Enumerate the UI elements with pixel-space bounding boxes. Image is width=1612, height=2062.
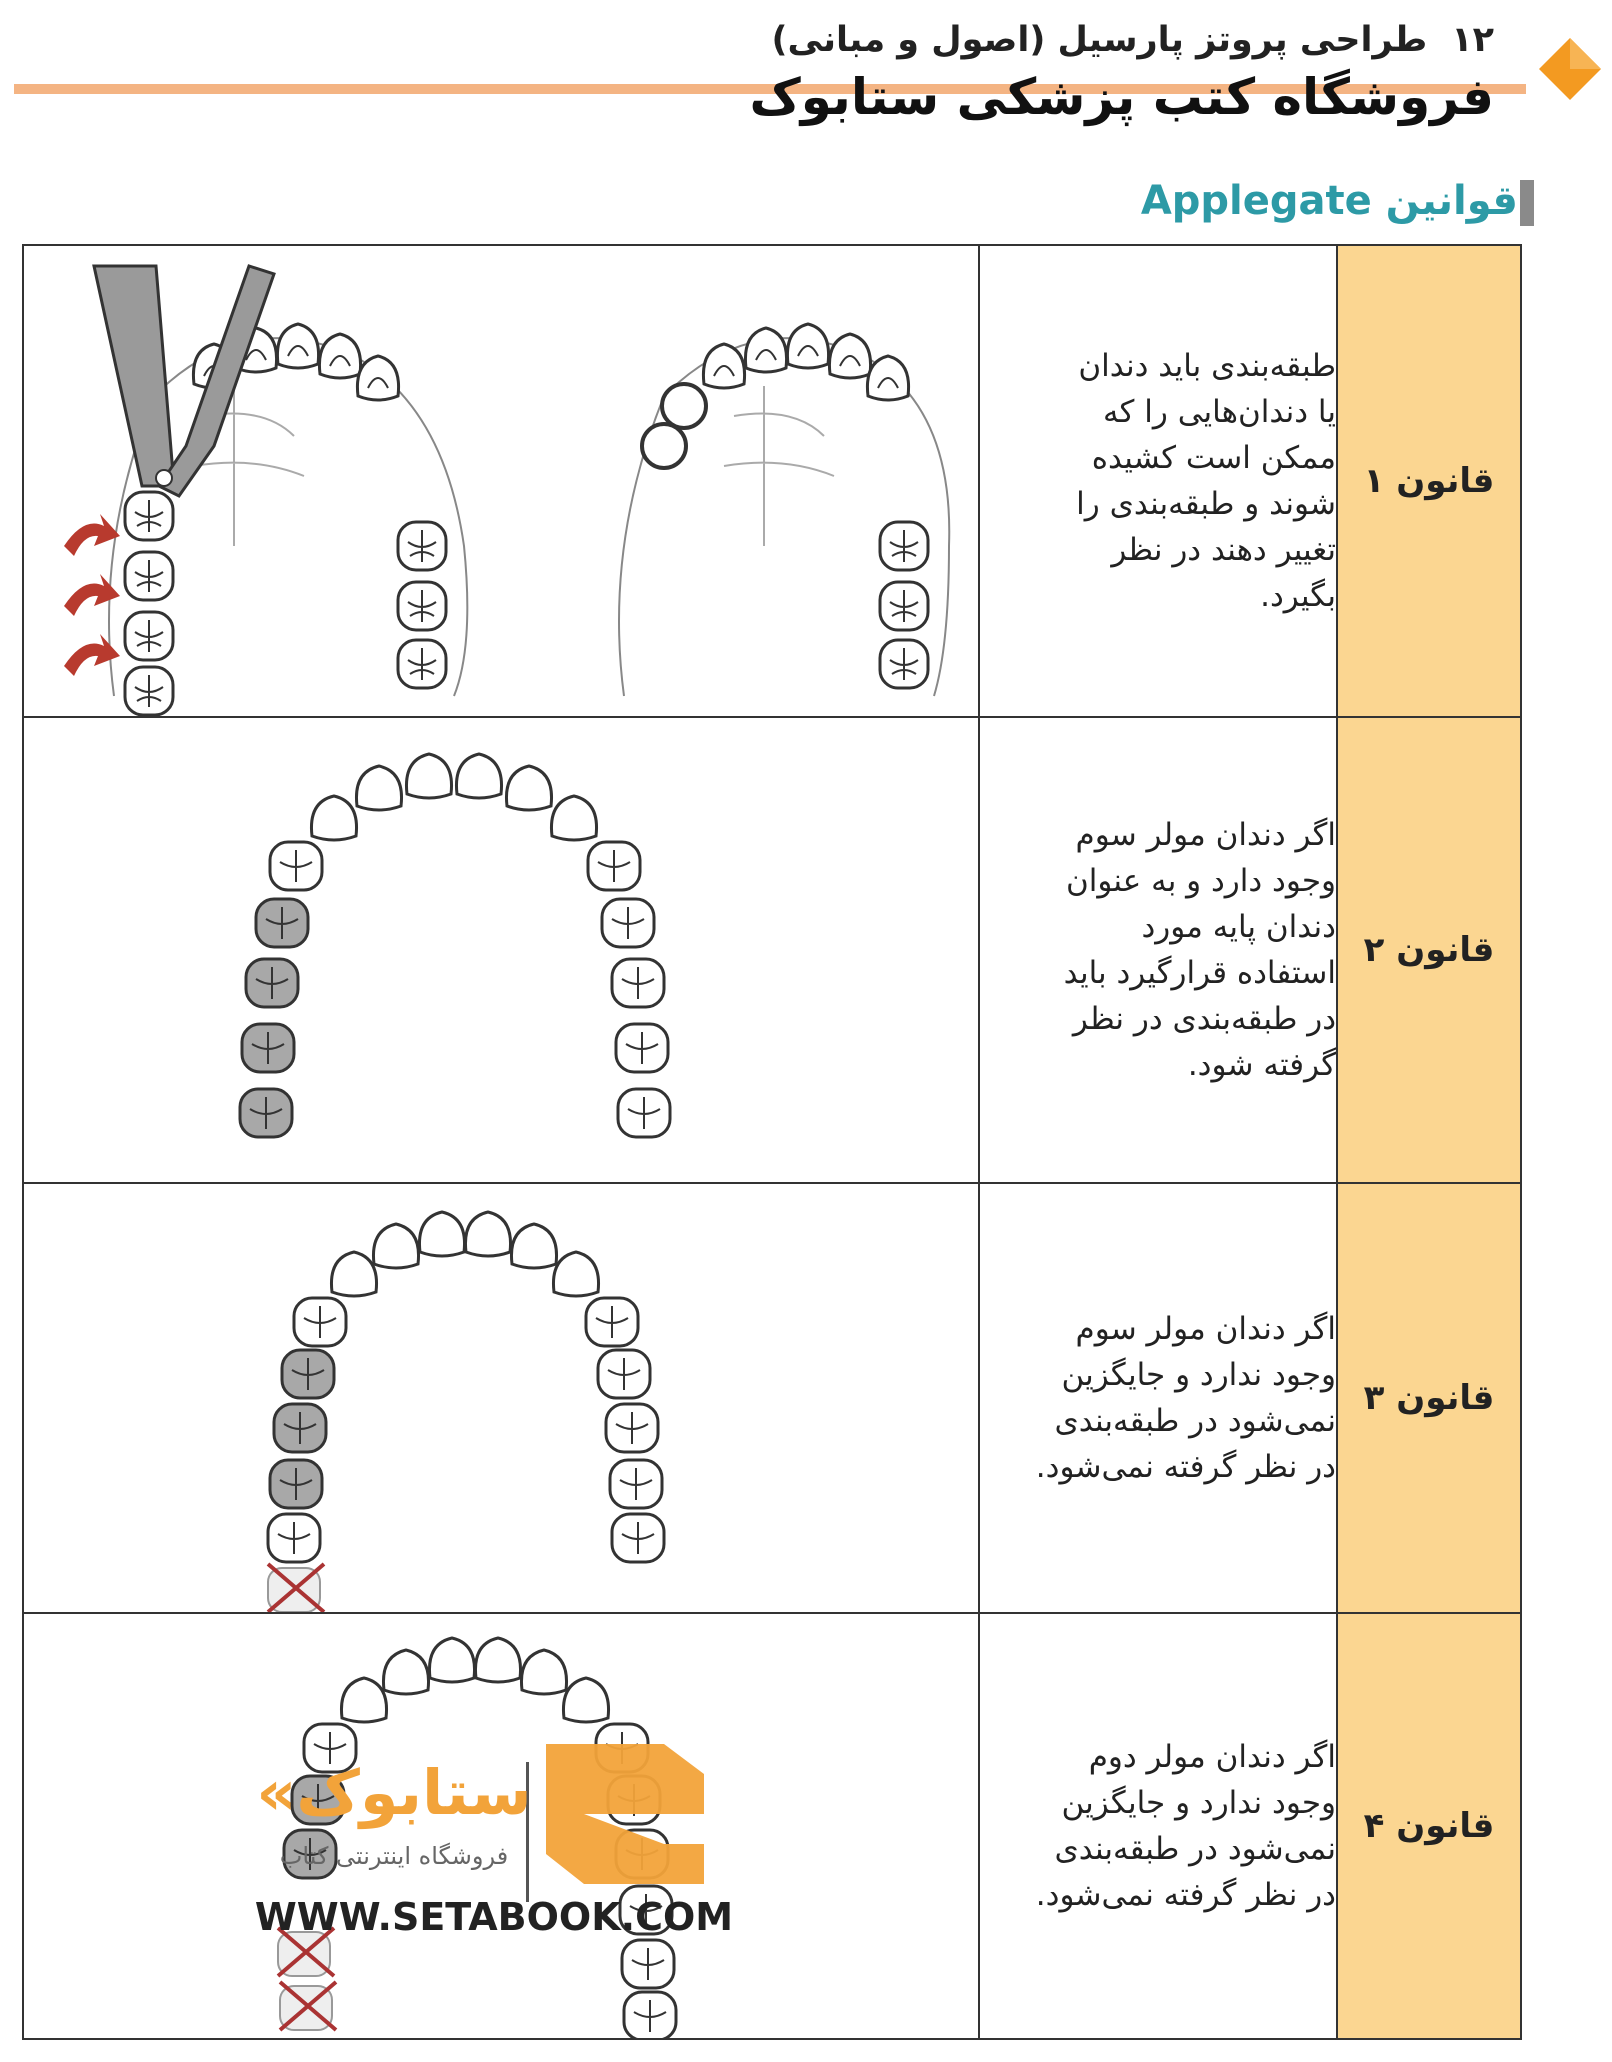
table-row	[23, 1613, 1521, 2039]
watermark-subtitle: فروشگاه اینترنتی کتاب	[279, 1842, 509, 1870]
rule-4-figure	[23, 1613, 979, 2039]
header-diamond-icon	[1537, 36, 1603, 102]
book-title: طراحی پروتز پارسیل (اصول و مبانی)	[771, 20, 1428, 60]
page-number: ۱۲	[1451, 20, 1494, 60]
store-name-overlay: فروشگاه کتب پزشکی ستابوک	[749, 68, 1494, 126]
dental-arch-second-molar-missing	[24, 1614, 960, 2038]
missing-tooth-x-icon	[278, 1928, 336, 2030]
rule-4-label: قانون ۴	[1337, 1613, 1521, 2039]
running-header	[771, 20, 1494, 60]
missing-tooth-x-icon	[268, 1564, 324, 1612]
applegate-rules-table	[22, 244, 1522, 2040]
maxillary-arches-extraction-illustration	[24, 246, 960, 716]
rule-2-label: قانون ۲	[1337, 717, 1521, 1183]
rule-3-text: اگر دندان مولر سوم وجود ندارد و جایگزین نمی‌شود در طبقه‌بندی در نظر گرفته نمی‌شود.	[979, 1183, 1337, 1613]
watermark-url: WWW.SETABOOK.COM	[254, 1895, 734, 1939]
dental-arch-third-molar-missing	[24, 1184, 960, 1612]
table-row	[23, 1183, 1521, 1613]
table-row	[23, 245, 1521, 717]
rule-2-figure	[23, 717, 979, 1183]
section-title: قوانین Applegate	[1140, 178, 1518, 224]
rule-2-text: اگر دندان مولر سوم وجود دارد و به عنوان دندان پایه مورد استفاده قرارگیرد باید در طبقه‌بندی در نظر گرفته شود.	[979, 717, 1337, 1183]
rule-1-label: قانون ۱	[1337, 245, 1521, 717]
section-marker	[1520, 180, 1534, 226]
rule-4-text: اگر دندان مولر دوم وجود ندارد و جایگزین نمی‌شود در طبقه‌بندی در نظر گرفته نمی‌شود.	[979, 1613, 1337, 2039]
watermark-logo-text: «ستابوک	[256, 1756, 532, 1829]
rule-1-figure	[23, 245, 979, 717]
dental-arch-third-molar-present	[24, 718, 960, 1182]
extraction-arrows-icon	[64, 514, 120, 676]
rule-3-figure	[23, 1183, 979, 1613]
rule-1-text: طبقه‌بندی باید دندان یا دندان‌هایی را که ممکن است کشیده شوند و طبقه‌بندی را تغییر دهند در نظر بگیرد.	[979, 245, 1337, 717]
table-row	[23, 717, 1521, 1183]
rule-3-label: قانون ۳	[1337, 1183, 1521, 1613]
